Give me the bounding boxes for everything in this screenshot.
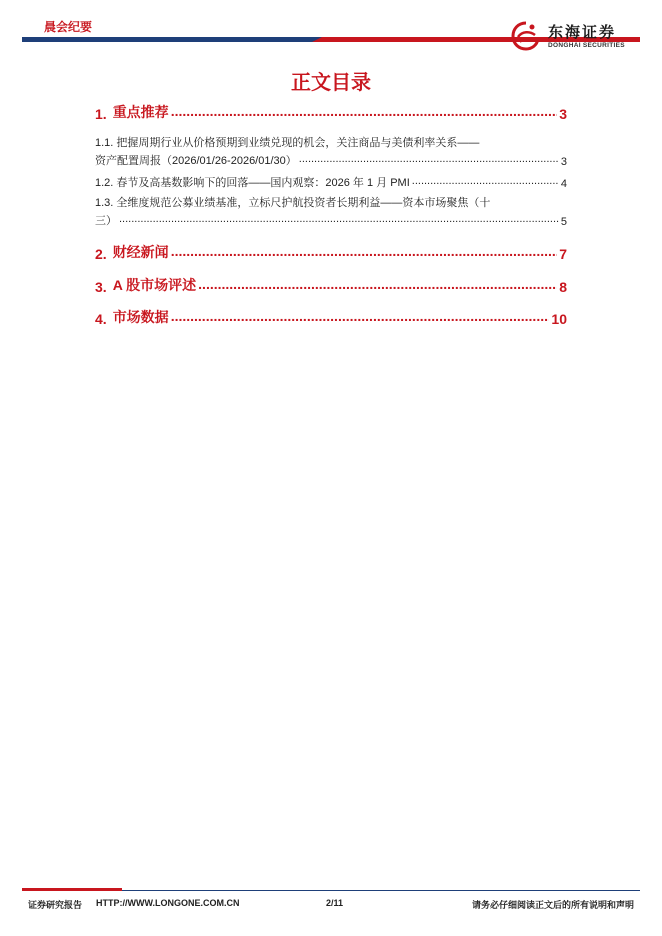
company-logo xyxy=(508,19,640,53)
toc-title-text: 资产配置周报（2026/01/26-2026/01/30） xyxy=(95,155,297,167)
logo-text-en: DONGHAI SECURITIES xyxy=(548,42,625,49)
toc-entry-1-3[interactable] xyxy=(95,212,567,228)
toc-entry-1-2[interactable] xyxy=(95,174,567,190)
toc-page: 3 xyxy=(560,156,567,168)
toc-leader-dots xyxy=(299,153,559,165)
toc-page: 7 xyxy=(559,246,567,262)
toc-entry-4[interactable] xyxy=(95,307,567,327)
toc-title: 正文目录 xyxy=(291,72,371,94)
toc-leader-dots xyxy=(198,276,557,292)
toc-entry-1-1-line1[interactable]: 1.1. 把握周期行业从价格预期到业绩兑现的机会，关注商品与美债利率关系—— xyxy=(95,137,480,149)
toc-entry-1-1[interactable] xyxy=(95,152,567,168)
section-label: 晨会纪要 xyxy=(44,20,93,34)
toc-title-text: 财经新闻 xyxy=(112,244,169,260)
footer-disclaimer: 请务必仔细阅读正文后的所有说明和声明 xyxy=(472,900,635,910)
toc-title-text: 三） xyxy=(95,215,117,227)
toc-entry-1-3-line1[interactable]: 1.3. 全维度规范公募业绩基准，立标尺护航投资者长期利益——资本市场聚焦（十 xyxy=(95,197,491,209)
toc-number: 2. xyxy=(95,246,107,262)
footer-accent xyxy=(22,888,122,891)
toc-page: 4 xyxy=(560,178,567,190)
toc-leader-dots xyxy=(119,213,559,225)
header-bar-navy xyxy=(22,37,322,42)
toc-entry-1[interactable] xyxy=(95,102,567,122)
toc-number: 3. xyxy=(95,279,107,295)
footer-report-type: 证券研究报告 xyxy=(28,900,83,910)
toc-leader-dots xyxy=(412,175,559,187)
toc-entry-2[interactable] xyxy=(95,242,567,262)
toc-number: 1. xyxy=(95,106,107,122)
toc-page: 10 xyxy=(551,311,567,327)
toc-title-text: 1.2. 春节及高基数影响下的回落——国内观察：2026 年 1 月 PMI xyxy=(95,177,410,189)
toc-leader-dots xyxy=(171,103,558,119)
footer-url[interactable]: HTTP://WWW.LONGONE.COM.CN xyxy=(96,898,240,908)
toc-page: 3 xyxy=(559,106,567,122)
logo-text-cn: 东海证券 xyxy=(548,24,617,41)
toc-leader-dots xyxy=(171,243,558,259)
toc-entry-3[interactable] xyxy=(95,275,567,295)
toc-page: 5 xyxy=(560,216,567,228)
toc-title-text: A 股市场评述 xyxy=(112,277,197,293)
toc-leader-dots xyxy=(171,308,550,324)
footer-page-number: 2/11 xyxy=(326,898,344,908)
toc-title-text: 市场数据 xyxy=(112,309,169,325)
toc-number: 4. xyxy=(95,311,107,327)
logo-mark-icon xyxy=(508,19,544,53)
toc-page: 8 xyxy=(559,279,567,295)
toc-title-text: 重点推荐 xyxy=(112,104,169,120)
